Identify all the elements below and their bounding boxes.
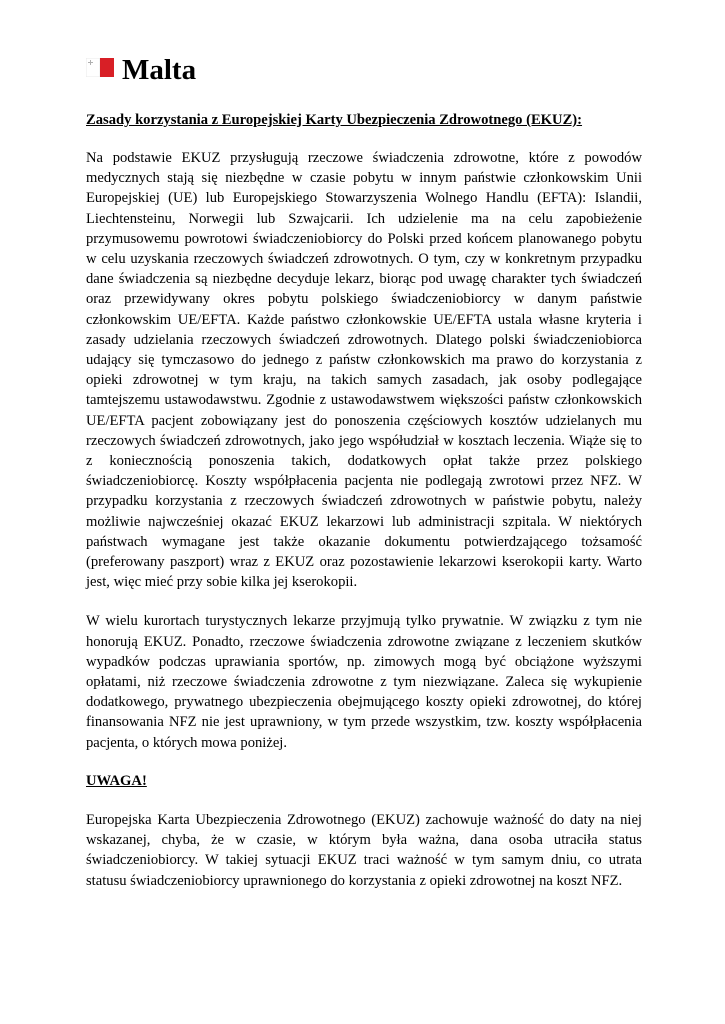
george-cross-icon [88, 60, 93, 65]
malta-flag-icon [86, 58, 114, 77]
page-title: Malta [122, 54, 197, 86]
warning-heading: UWAGA! [86, 772, 147, 789]
paragraph-rules: Na podstawie EKUZ przysługują rzeczowe świadczenia zdrowotne, które z powodów medycznych stają się niezbędne w czasie pobytu w innym państwie członkowskim Unii Europejskiej (UE) lub Europejskiego Stowarzyszenia Wolnego Handlu (EFTA): Islandii, Liechtensteinu, Norwegii lub Szwajcarii. Ich udzielenie ma na celu zapobieżenie przymusowemu powrotowi świadczeniobiorcy do Polski przed końcem planowanego pobytu w celu uzyskania rzeczowych świadczeń zdrowotnych. O tym, czy w konkretnym przypadku dane świadczenia są niezbędne decyduje lekarz, biorąc pod uwagę charakter tych świadczeń oraz przewidywany okres pobytu polskiego świadczeniobiorcy w danym państwie członkowskim UE/EFTA. Każde państwo członkowskie UE/EFTA ustala własne kryteria i zasady udzielania rzeczowych świadczeń zdrowotnych. Dlatego polski świadczeniobiorca udający się tymczasowo do jednego z państw członkowskich ma prawo do korzystania z opieki zdrowotnej w tym kraju, na takich samych zasadach, jak osoby podlegające tamtejszemu ustawodawstwu. Zgodnie z ustawodawstwem większości państw członkowskich UE/EFTA pacjent zobowiązany jest do ponoszenia częściowych kosztów udzielanych mu rzeczowych świadczeń zdrowotnych, jako jego współudział w kosztach leczenia. Wiąże się to z koniecznością ponoszenia takich, dodatkowych opłat także przez polskiego świadczeniobiorcę. Koszty współpłacenia pacjenta nie podlegają zwrotowi przez NFZ. W przypadku korzystania z rzeczowych świadczeń zdrowotnych w państwie pobytu, należy możliwie najwcześniej okazać EKUZ lekarzowi lub administracji szpitala. W niektórych państwach wymagane jest także okazanie dokumentu potwierdzającego tożsamość (preferowany paszport) wraz z EKUZ oraz pozostawienie lekarzowi kserokopii karty. Warto jest, więc mieć przy sobie kilka jej kserokopii. [86, 150, 642, 591]
document-page [86, 50, 642, 891]
title-row [86, 50, 642, 92]
section-heading: Zasady korzystania z Europejskiej Karty Ubezpieczenia Zdrowotnego (EKUZ): [86, 112, 583, 128]
paragraph-validity: Europejska Karta Ubezpieczenia Zdrowotnego (EKUZ) zachowuje ważność do daty na niej wskazanej, chyba, że w czasie, w którym była ważna, dana osoba utraciła status świadczeniobiorcy. W takiej sytuacji EKUZ traci ważność w tym samym dniu, co utrata statusu świadczeniobiorcy uprawnionego do korzystania z opieki zdrowotnej na koszt NFZ. [86, 811, 642, 889]
paragraph-resorts: W wielu kurortach turystycznych lekarze przyjmują tylko prywatnie. W związku z tym nie honorują EKUZ. Ponadto, rzeczowe świadczenia zdrowotne związane z leczeniem skutków wypadków podczas uprawiania sportów, np. zimowych mogą być obciążone wyższymi opłatami, niż rzeczowe świadczenia zdrowotne z tym niezwiązane. Zaleca się wykupienie dodatkowego, prywatnego ubezpieczenia obejmującego koszty opieki zdrowotnej, do której finansowania NFZ nie jest uprawniony, w tym przede wszystkim, tzw. koszty współpłacenia pacjenta, o których mowa poniżej. [86, 613, 642, 751]
